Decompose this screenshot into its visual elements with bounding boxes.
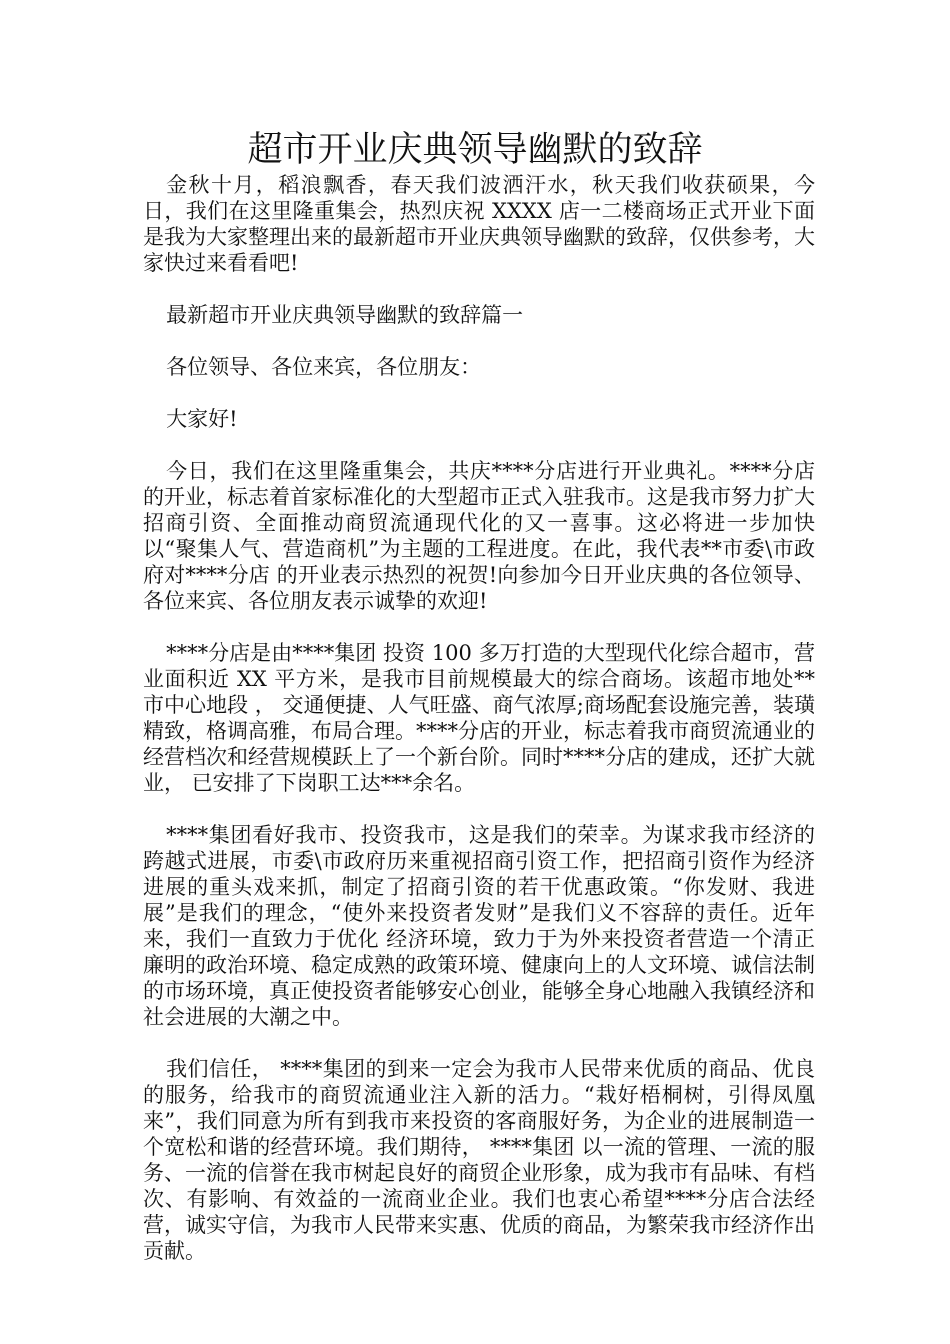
salutation: 各位领导、各位来宾，各位朋友： (166, 355, 482, 379)
paragraph-store-info: ****分店是由****集团 投资 100 多万打造的大型现代化综合超市，营业面积近 XX 平方米，是我市目前规模最大的综合商场。该超市地处**市中心地段 ， 交通便捷、人气旺盛、商气浓厚;商场配套设施完善，装璜精致，格调高雅，布局合理。****分店的开业，标志着我市商贸流通业的经营档次和经营规模跃上了一个新台阶。同时****分店的建成，还扩大就业， 已安排了下岗职工达***余名。 (143, 641, 815, 795)
document-body (143, 172, 815, 1264)
paragraph-investment: ****集团看好我市、投资我市，这是我们的荣幸。为谋求我市经济的跨越式进展，市委\市政府历来重视招商引资工作，把招商引资作为经济进展的重头戏来抓，制定了招商引资的若干优惠政策。“你发财、我进展”是我们的理念，“使外来投资者发财”是我们义不容辞的责任。近年来，我们一直致力于优化 经济环境，致力于为外来投资者营造一个清正廉明的政治环境、稳定成熟的政策环境、健康向上的人文环境、诚信法制的市场环境，真正使投资者能够安心创业，能够全身心地融入我镇经济和社会进展的大潮之中。 (143, 823, 815, 1029)
section-heading: 最新超市开业庆典领导幽默的致辞篇一 (166, 303, 524, 327)
greeting: 大家好! (166, 407, 238, 431)
document-title: 超市开业庆典领导幽默的致辞 (247, 130, 703, 170)
paragraph-expectation: 我们信任， ****集团的到来一定会为我市人民带来优质的商品、优良的服务，给我市的商贸流通业注入新的活力。“栽好梧桐树，引得凤凰来”，我们同意为所有到我市来投资的客商服好务，为企业的进展制造一个宽松和谐的经营环境。我们期待， ****集团 以一流的管理、一流的服务、一流的信誉在我市树起良好的商贸企业形象，成为我市有品味、有档次、有影响、有效益的一流商业企业。我们也衷心希望****分店合法经营，诚实守信，为我市人民带来实惠、优质的商品，为繁荣我市经济作出贡献。 (143, 1057, 815, 1263)
paragraph-opening: 今日，我们在这里隆重集会，共庆****分店进行开业典礼。****分店的开业，标志着首家标准化的大型超市正式入驻我市。这是我市努力扩大招商引资、全面推动商贸流通现代化的又一喜事。这必将进一步加快以“聚集人气、营造商机”为主题的工程进度。在此，我代表**市委\市政府对****分店 的开业表示热烈的祝贺!向参加今日开业庆典的各位领导、各位来宾、各位朋友表示诚挚的欢迎! (143, 459, 815, 613)
paragraph-intro: 金秋十月，稻浪飘香，春天我们波洒汗水，秋天我们收获硕果，今日，我们在这里隆重集会，热烈庆祝 XXXX 店一二楼商场正式开业下面是我为大家整理出来的最新超市开业庆典领导幽默的致辞，仅供参考，大家快过来看看吧! (143, 173, 815, 275)
